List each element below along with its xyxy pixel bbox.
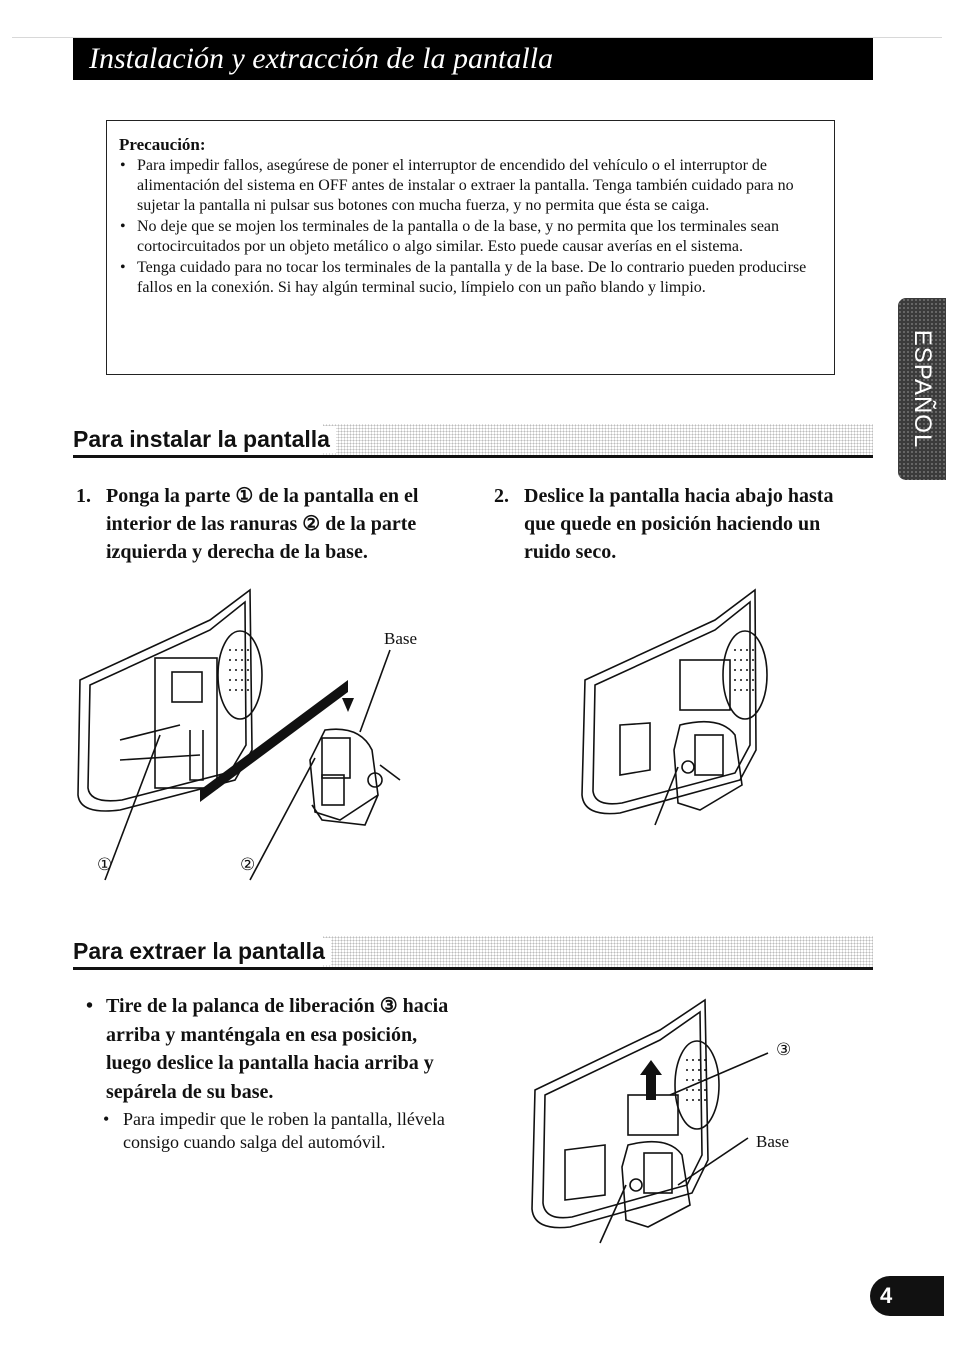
caution-item: • Tenga cuidado para no tocar los terminales de la pantalla y de la base. De lo contrario pueden producirse fallos en la conexión. Si hay algún terminal sucio, límpielo con un paño blando y limpio. — [119, 258, 820, 298]
figure-label-1: ① — [97, 855, 113, 874]
figure-label-2: ② — [240, 855, 256, 874]
note-text: Para impedir que le roben la pantalla, llévela consigo cuando salga del automóvil. — [123, 1109, 445, 1152]
remove-note — [103, 1108, 463, 1154]
install-section-heading — [73, 424, 873, 458]
caution-item: • No deje que se mojen los terminales de la pantalla o de la base, y no permita que los terminales sean cortocircuitados por un objeto metálico o algo similar. Esto puede causar averías en el sistema. — [119, 217, 820, 257]
step-text: Deslice la pantalla hacia abajo hasta que quede en posición haciendo un ruido seco. — [524, 485, 834, 563]
step-number: 2. — [494, 485, 509, 507]
language-tab-label: ESPAÑOL — [909, 329, 936, 449]
language-tab — [898, 298, 946, 480]
figure-label-base: Base — [384, 629, 418, 648]
figure-label-base: Base — [756, 1132, 790, 1151]
page-title: Instalación y extracción de la pantalla — [73, 38, 873, 80]
install-step-1 — [76, 482, 446, 566]
step-number: 1. — [76, 485, 91, 507]
bullet: • — [103, 1109, 110, 1129]
remove-figure — [520, 995, 820, 1245]
caution-box — [106, 120, 835, 375]
instruction-text: Tire de la palanca de liberación ③ hacia arriba y manténgala en esa posición, luego deslice la pantalla hacia arriba y sepárela de su base. — [106, 995, 449, 1103]
install-step-2 — [494, 482, 854, 566]
caution-item: • Para impedir fallos, asegúrese de poner el interruptor de encendido del vehículo o el interruptor de alimentación del sistema en OFF antes de instalar o extraer la pantalla. Tenga también cuidado para no sujetar la pantalla ni pulsar sus botones con mucha fuerza, y no permita que ésta se caiga. — [119, 156, 820, 216]
page-number: 4 — [870, 1276, 944, 1316]
caution-heading: Precaución: — [119, 135, 206, 154]
caution-list — [119, 156, 820, 298]
install-figure-2 — [570, 585, 790, 825]
step-text: Ponga la parte ① de la pantalla en el interior de las ranuras ② de la parte izquierda y derecha de la base. — [106, 485, 419, 563]
figure-label-3: ③ — [776, 1040, 792, 1059]
remove-heading-text: Para extraer la pantalla — [73, 938, 331, 965]
remove-instruction — [86, 992, 466, 1106]
install-heading-text: Para instalar la pantalla — [73, 426, 336, 453]
install-figure-1 — [60, 580, 440, 880]
bullet: • — [86, 995, 94, 1017]
remove-section-heading — [73, 936, 873, 970]
